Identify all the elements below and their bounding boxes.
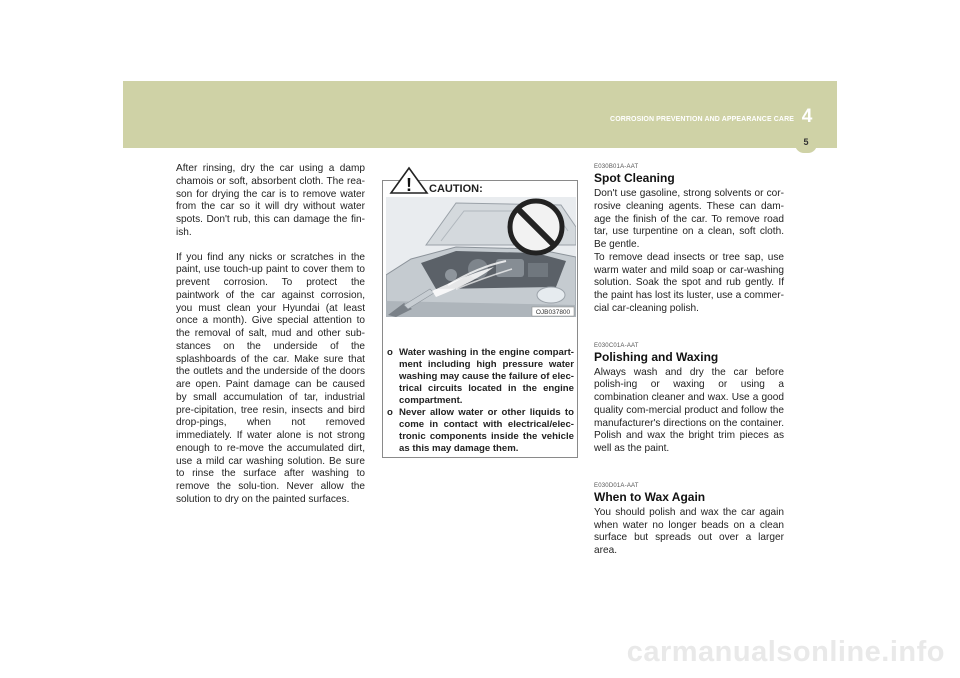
section-body: Always wash and dry the car before polish-ing or waxing or using a combination cleaner and wax. Use a good quality com-mercial product and follow the manufacturer's directions on the container. Polish and wax the bright trim pieces as well as the paint.: [594, 366, 784, 454]
section-code: E030D01A-AAT: [594, 482, 639, 489]
warning-exclamation: !: [406, 175, 412, 194]
caution-item: o Water washing in the engine compart-ment including high pressure water washing may cause the failure of elec-trical circuits located in the engine compartment.: [386, 347, 574, 407]
caution-item: o Never allow water or other liquids to come in contact with electrical/elec-tronic components inside the vehicle as this may damage them.: [386, 407, 574, 455]
chapter-number: 4: [801, 106, 813, 127]
warning-triangle-icon: [389, 166, 429, 194]
section-code: E030B01A-AAT: [594, 164, 639, 170]
section-polishing-waxing: [594, 342, 784, 456]
header-band: [123, 81, 837, 148]
section-when-to-wax: [594, 482, 784, 558]
caution-title: CAUTION:: [429, 183, 483, 195]
left-column: [176, 163, 365, 507]
section-title: Polishing and Waxing: [594, 349, 719, 364]
watermark-text: carmanualsonline.info: [626, 636, 945, 668]
section-spot-cleaning: [594, 163, 784, 316]
chapter-title: CORROSION PREVENTION AND APPEARANCE CARE: [610, 116, 794, 123]
right-column: [594, 163, 784, 584]
caution-list: [386, 347, 574, 455]
section-code: E030C01A-AAT: [594, 342, 639, 349]
section-body: Don't use gasoline, strong solvents or cor-rosive cleaning agents. These can dam-age the finish of the car. To remove road tar, use turpentine on a clean, soft cloth. Be gentle. To remove dead insects or tree sap, use warm water and mild soap or car-washing solution. Soak the spot and rub gently. If the paint has lost its luster, use a commer-cial car-cleaning polish.: [594, 188, 784, 314]
page-number: 5: [803, 137, 809, 147]
image-code: OJB037800: [535, 309, 571, 316]
section-title: When to Wax Again: [594, 489, 706, 504]
paragraph-drying: After rinsing, dry the car using a damp chamois or soft, absorbent cloth. The rea-son for drying the car is to remove water from the car so it will dry without water spots. Don't rub, this can damage the fin-ish.: [176, 163, 365, 238]
section-title: Spot Cleaning: [594, 171, 675, 185]
paragraph-paint-protection: If you find any nicks or scratches in the paint, use touch-up paint to cover them to prevent corrosion. To protect the paintwork of the car against corrosion, you must clean your Hyundai (at least once a month). Give special attention to the removal of salt, mud and other sub-stances on the underside of the splashboards of the car. Make sure that the outlets and the underside of the doors are open. Paint damage can be caused by small accumulation of tar, industrial pre-cipitation, tree resin, insects and bird drop-pings, when not removed immediately. If water alone is not strong enough to re-move the accumulated dirt, use a mild car washing solution. Be sure to rinse the surface after washing to remove the solu-tion. Never allow the solution to dry on the painted surfaces.: [176, 251, 365, 505]
engine-washing-illustration: [386, 197, 576, 317]
section-body: You should polish and wax the car again when water no longer beads on a clean surface but spreads out over a larger area.: [594, 506, 784, 556]
